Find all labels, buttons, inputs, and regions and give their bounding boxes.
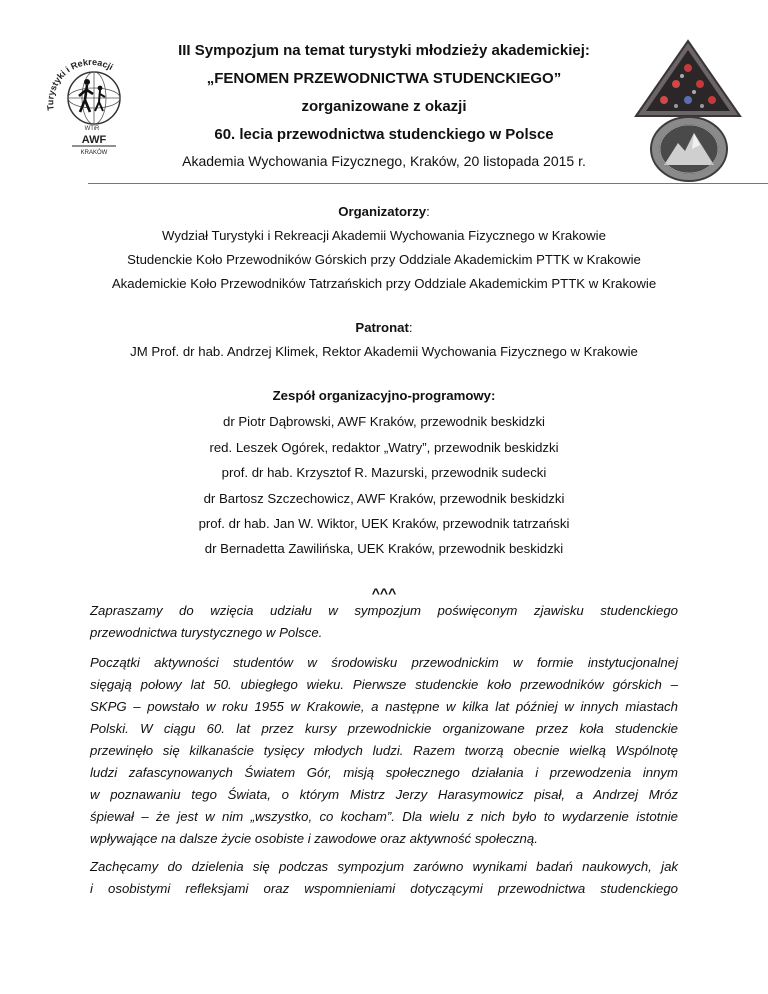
team-member: prof. dr hab. Jan W. Wiktor, UEK Kraków, przewodnik tatrzański [198, 516, 570, 531]
patronage-heading [0, 320, 768, 335]
organizer-item: Akademickie Koło Przewodników Tatrzańskich przy Oddziale Akademickim PTTK w Krakowie [111, 276, 657, 291]
paragraph-encouragement [90, 856, 678, 900]
title-line-4: 60. lecia przewodnictwa studenckiego w Polsce [214, 126, 554, 143]
organizer-item: Wydział Turystyki i Rekreacji Akademii Wychowania Fizycznego w Krakowie [162, 228, 606, 243]
header-divider [88, 183, 768, 184]
organizers-heading-colon: : [426, 204, 430, 219]
organizers-heading [0, 204, 768, 219]
title-line-2: „FENOMEN PRZEWODNICTWA STUDENCKIEGO” [206, 70, 562, 87]
title-line-3: zorganizowane z okazji [301, 98, 467, 115]
section-separator: ^^^ [371, 585, 397, 601]
team-member: red. Leszek Ogórek, redaktor „Watry”, przewodnik beskidzki [209, 440, 559, 455]
paragraph-line: Zapraszamy do wzięcia udziału w sympozjum poświęconym zjawisku studenckiego [90, 603, 678, 618]
paragraph-line: SKPG – powstało w roku 1955 w Krakowie, a następne w kilka lat później w innych miastach [90, 699, 678, 714]
team-member: dr Piotr Dąbrowski, AWF Kraków, przewodnik beskidzki [223, 414, 545, 429]
patronage-text: JM Prof. dr hab. Andrzej Klimek, Rektor Akademii Wychowania Fizycznego w Krakowie [130, 344, 638, 359]
team-member: prof. dr hab. Krzysztof R. Mazurski, przewodnik sudecki [221, 465, 547, 480]
paragraph-line: przewodnictwa turystycznego w Polsce. [90, 625, 323, 640]
team-heading: Zespół organizacyjno-programowy: [272, 388, 496, 403]
paragraph-line: śpiewał – że jest w nim „wszystko, co kocham”. Dla wielu z nich było to wydarzenie istotnie [90, 809, 678, 824]
team-member: dr Bernadetta Zawilińska, UEK Kraków, przewodnik beskidzki [204, 541, 564, 556]
paragraph-history [90, 652, 678, 850]
title-line-1: III Sympozjum na temat turystyki młodzieży akademickiej: [178, 42, 590, 59]
paragraph-line: wpływające na dalsze życie osobiste i zawodowe oraz aktywność społeczną. [90, 831, 538, 846]
organizers-heading-label: Organizatorzy [338, 204, 427, 219]
paragraph-invitation [90, 600, 678, 644]
paragraph-line: Początki aktywności studentów w środowisku przewodnickim w formie instytucjonalnej [90, 655, 678, 670]
team-member: dr Bartosz Szczechowicz, AWF Kraków, przewodnik beskidzki [203, 491, 565, 506]
organizer-item: Studenckie Koło Przewodników Górskich przy Oddziale Akademickim PTTK w Krakowie [127, 252, 641, 267]
logo-city-text: KRAKÓW [80, 150, 108, 156]
logo-small-text: WTiR [84, 126, 100, 132]
paragraph-line: Zachęcamy do dzielenia się podczas sympozjum zarówno wynikami badań naukowych, jak [90, 859, 678, 874]
patronage-heading-colon: : [408, 320, 413, 335]
paragraph-line: sięgają połowy lat 50. ubiegłego wieku. Pierwsze studenckie koło przewodników górskich – [90, 677, 678, 692]
paragraph-line: ludzi zafascynowanych Światem Gór, misją społecznego działania i przewodzenia innym [90, 765, 678, 780]
paragraph-line: i osobistymi refleksjami oraz wspomnieniami dotyczącymi przewodnictwa studenckiego [90, 881, 678, 896]
logo-awf-text: AWF [81, 134, 107, 146]
patronage-heading-label: Patronat [355, 320, 409, 335]
event-subtitle: Akademia Wychowania Fizycznego, Kraków, 20 listopada 2015 r. [182, 153, 586, 169]
paragraph-line: przewinęło się kilkanaście tysięcy młodych ludzi. Razem tworzą obecnie wielką Wspólnotę [90, 743, 678, 758]
paragraph-line: Polski. W ciągu 60. lat przez kursy przewodnickie organizowane przez koła studenckie [90, 721, 678, 736]
logo-arc-text: Turystyki i Rekreacji [45, 56, 115, 112]
paragraph-line: w poznawaniu tego Świata, o którym Mistrz Jerzy Harasymowicz pisał, a Andrzej Mróz [90, 787, 678, 802]
